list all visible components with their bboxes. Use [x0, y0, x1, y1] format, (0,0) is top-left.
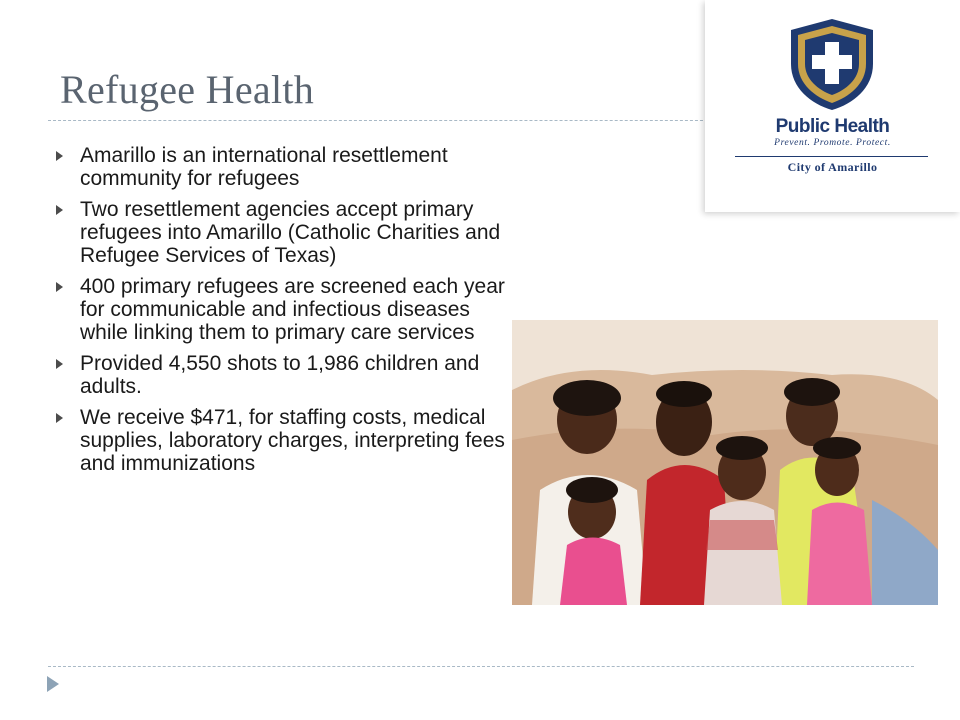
bullet-arrow-icon	[56, 359, 63, 369]
logo-name: Public Health	[775, 116, 890, 137]
bullet-text: 400 primary refugees are screened each year for communicable and infectious diseases while linking them to primary care services	[80, 275, 505, 344]
bullet-arrow-icon	[56, 413, 63, 423]
slide-title: Refugee Health	[60, 67, 315, 112]
bullet-arrow-icon	[56, 151, 63, 161]
public-health-logo	[705, 0, 960, 212]
logo-tagline: Prevent. Promote. Protect.	[774, 138, 891, 148]
logo-city: City of Amarillo	[787, 160, 878, 174]
title-divider	[48, 120, 718, 121]
family-photo-icon	[512, 320, 938, 605]
bullet-text: Two resettlement agencies accept primary refugees into Amarillo (Catholic Charities and Refugee Services of Texas)	[80, 198, 501, 267]
family-photo	[512, 320, 938, 605]
footer-divider	[48, 666, 914, 667]
bullet-text: Amarillo is an international resettlement community for refugees	[80, 144, 448, 190]
bullet-text: Provided 4,550 shots to 1,986 children and adults.	[80, 352, 480, 398]
bullet-arrow-icon	[56, 282, 63, 292]
list-item	[52, 352, 507, 398]
bullet-arrow-icon	[56, 205, 63, 215]
list-item	[52, 144, 507, 190]
shield-cross-icon	[787, 16, 877, 112]
list-item	[52, 275, 507, 344]
corner-arrow-icon	[47, 676, 59, 692]
bullet-list	[52, 144, 507, 483]
bullet-text: We receive $471, for staffing costs, medical supplies, laboratory charges, interpreting fees and immunizations	[80, 406, 505, 475]
list-item	[52, 198, 507, 267]
logo-divider	[735, 156, 928, 157]
list-item	[52, 406, 507, 475]
